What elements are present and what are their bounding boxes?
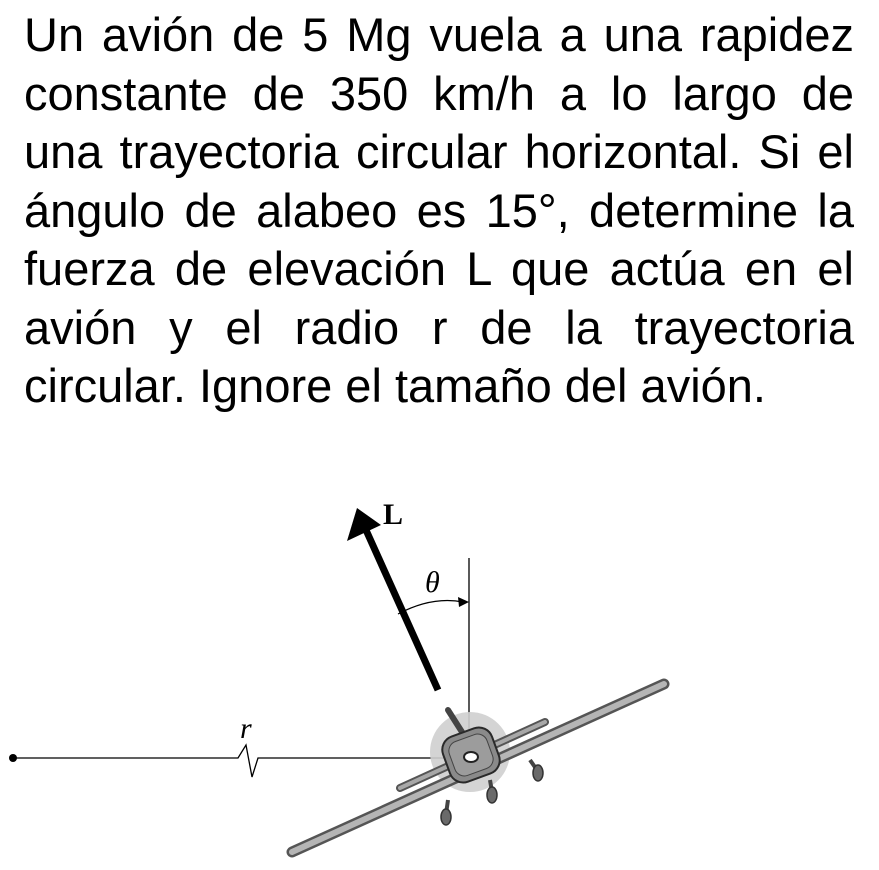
- lift-arrow: [347, 508, 438, 690]
- angle-arc: [398, 597, 469, 614]
- airplane-icon: [292, 684, 664, 852]
- airplane-diagram: [0, 490, 879, 870]
- angle-label: θ: [425, 566, 440, 599]
- problem-statement: Un avión de 5 Mg vuela a una rapidez constante de 350 km/h a lo largo de una trayectoria circular horizontal. Si el ángulo de alabeo es 15°, determine la fuerza de elevación L que actúa en el avión y el radio r de la trayectoria circular. Ignore el tamaño del avión.: [24, 8, 854, 412]
- radius-label: r: [240, 712, 252, 745]
- lift-label: L: [383, 498, 404, 531]
- radius-line: [9, 745, 470, 777]
